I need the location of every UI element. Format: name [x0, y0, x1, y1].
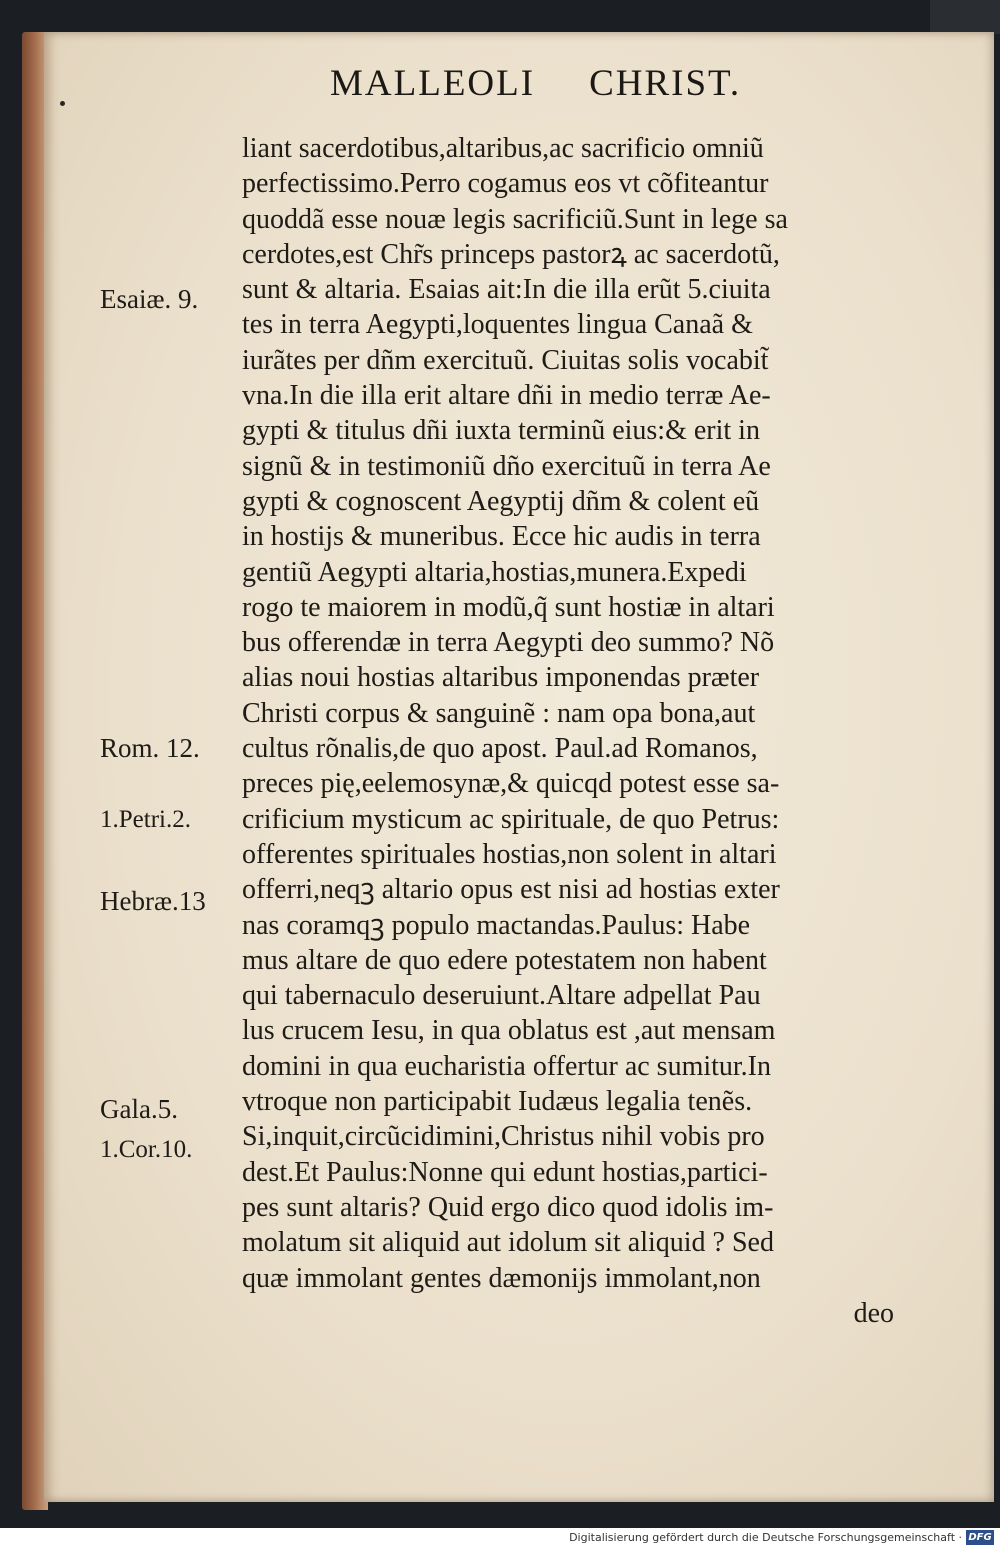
text-line: sunt & altaria. Esaias ait:In die illa erũt 5.ciuita [242, 274, 771, 306]
text-line: offerentes spirituales hostias,non solent in altari [242, 838, 777, 870]
text-line: gypti & titulus dñi iuxta terminũ eius:& erit in [242, 415, 760, 447]
text-line: liant sacerdotibus,altaribus,ac sacrificio omniũ [242, 133, 764, 164]
margin-note-gala: Gala.5. [100, 1094, 178, 1124]
text-line: pes sunt altaris? Quid ergo dico quod idolis im- [242, 1191, 774, 1223]
text-line: vtroque non participabit Iudæus legalia tenẽs. [242, 1086, 753, 1118]
text-line: Christi corpus & sanguinẽ : nam opa bona,aut [242, 697, 756, 729]
footer-strip [0, 1528, 1000, 1550]
text-line: gentiũ Aegypti altaria,hostias,munera.Expedi [242, 556, 747, 588]
dfg-logo: DFG [966, 1530, 994, 1545]
margin-note-rom: Rom. 12. [100, 733, 200, 763]
ink-dot [60, 101, 65, 106]
margin-note-petri: 1.Petri.2. [100, 806, 191, 833]
text-line: rogo te maiorem in modũ,q̃ sunt hostiæ in altari [242, 591, 775, 623]
body-text [242, 131, 912, 1331]
text-line: qui tabernaculo deseruiunt.Altare adpellat Pau [242, 980, 761, 1012]
text-line: quæ immolant gentes dæmonijs immolant,non [242, 1262, 761, 1294]
margin-note-cor: 1.Cor.10. [100, 1136, 193, 1163]
text-line: cultus rõnalis,de quo apost. Paul.ad Romanos, [242, 733, 758, 765]
text-line: offerri,neqꝫ altario opus est nisi ad hostias exter [242, 874, 780, 906]
text-line: alias noui hostias altaribus imponendas præter [242, 662, 760, 694]
background-corner [930, 0, 1000, 34]
text-line: iurãtes per dñm exercituũ. Ciuitas solis vocabit̃ [242, 344, 769, 376]
text-line: perfectissimo.Perro cogamus eos vt cõfiteantur [242, 168, 769, 200]
text-line: dest.Et Paulus:Nonne qui edunt hostias,partici- [242, 1156, 768, 1188]
text-line: domini in qua eucharistia offertur ac sumitur.In [242, 1050, 772, 1082]
text-line: bus offerendæ in terra Aegypti deo summo? Nõ [242, 627, 775, 659]
text-line: lus crucem Iesu, in qua oblatus est ,aut mensam [242, 1015, 776, 1047]
text-line: gypti & cognoscent Aegyptij dñm & colent eũ [242, 485, 760, 517]
text-line: molatum sit aliquid aut idolum sit aliquid ? Sed [242, 1227, 774, 1259]
text-line: signũ & in testimoniũ dño exercituũ in terra Ae [242, 450, 771, 482]
text-line: in hostijs & muneribus. Ecce hic audis in terra [242, 521, 761, 553]
running-head-left: MALLEOLI [330, 63, 536, 104]
text-line: cerdotes,est Chr̃s princeps pastorꝝ ac sacerdotũ, [242, 238, 780, 270]
text-line: crificium mysticum ac spirituale, de quo Petrus: [242, 803, 780, 835]
running-head [330, 62, 830, 105]
text-line: vna.In die illa erit altare dñi in medio terræ Ae- [242, 380, 771, 412]
funding-credit: Digitalisierung gefördert durch die Deutsche Forschungsgemeinschaft · [569, 1531, 962, 1544]
text-line: nas coramqꝫ populo mactandas.Paulus: Habe [242, 909, 751, 941]
catchword: deo [853, 1297, 894, 1329]
text-line: preces pię,eelemosynæ,& quicqd potest esse sa- [242, 768, 780, 800]
margin-note-hebrae: Hebræ.13 [100, 886, 206, 916]
text-line: tes in terra Aegypti,loquentes lingua Canaã & [242, 309, 753, 341]
text-line: Si,inquit,circũcidimini,Christus nihil vobis pro [242, 1121, 765, 1153]
text-line: quoddã esse nouæ legis sacrificiũ.Sunt in lege sa [242, 203, 788, 235]
text-line: mus altare de quo edere potestatem non habent [242, 944, 767, 976]
margin-note-esaiae: Esaiæ. 9. [100, 284, 199, 314]
running-head-right: CHRIST. [589, 63, 742, 104]
